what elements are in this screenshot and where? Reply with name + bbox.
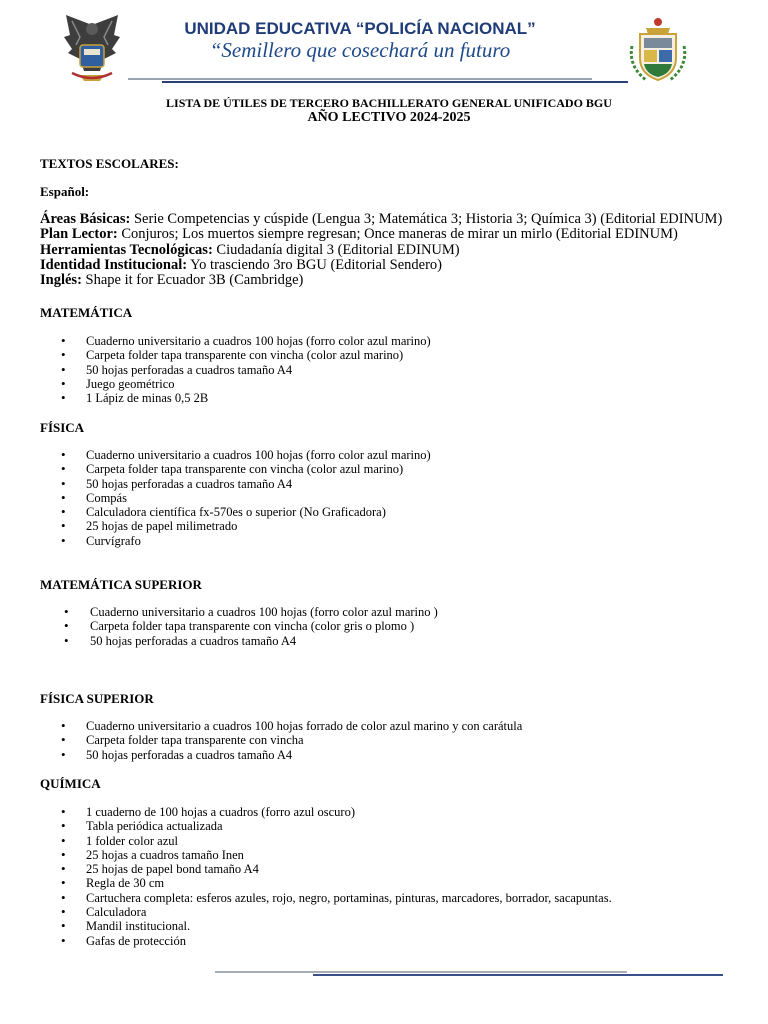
list-item: • Tabla periódica actualizada <box>0 819 612 833</box>
school-year: AÑO LECTIVO 2024-2025 <box>307 110 471 125</box>
footer-divider-gray <box>215 971 627 973</box>
section-heading-quimica: QUÍMICA <box>40 776 101 791</box>
list-item: • 50 hojas perforadas a cuadros tamaño A4 <box>0 634 438 648</box>
entry-text: Yo trasciendo 3ro BGU (Editorial Sendero) <box>187 256 442 273</box>
matematica-superior-list <box>0 605 438 648</box>
entry-text: Conjuros; Los muertos siempre regresan; Once maneras de mirar un mirlo (Editorial EDINUM) <box>117 226 678 243</box>
school-shield-logo <box>626 16 690 86</box>
section-heading-matematica-superior: MATEMÁTICA SUPERIOR <box>40 577 202 592</box>
textbook-entry <box>40 258 722 273</box>
list-item: • Cartuchera completa: esferos azules, rojo, negro, portaminas, pinturas, marcadores, borrador, sacapuntas. <box>0 891 612 905</box>
entry-text: Serie Competencias y cúspide (Lengua 3; Matemática 3; Historia 3; Química 3) (Editorial EDINUM) <box>130 211 723 227</box>
entry-label: Plan Lector: <box>40 226 118 243</box>
entry-text: Ciudadanía digital 3 (Editorial EDINUM) <box>212 241 460 258</box>
list-item: • Cuaderno universitario a cuadros 100 hojas (forro color azul marino) <box>0 448 431 462</box>
list-item: • Curvígrafo <box>0 534 431 548</box>
list-item: • 25 hojas a cuadros tamaño Inen <box>0 848 612 862</box>
textbook-entry <box>40 212 722 227</box>
textbook-entry <box>40 227 722 242</box>
textbook-entry <box>40 273 722 288</box>
section-heading-fisica: FÍSICA <box>40 420 85 435</box>
list-item: • Cuaderno universitario a cuadros 100 hojas (forro color azul marino ) <box>0 605 438 619</box>
list-item: • Calculadora <box>0 905 612 919</box>
list-item: • Juego geométrico <box>0 377 431 391</box>
textbook-entry <box>40 243 722 258</box>
list-item: • Carpeta folder tapa transparente con vincha <box>0 733 522 747</box>
list-item: • Cuaderno universitario a cuadros 100 hojas forrado de color azul marino y con carátula <box>0 719 522 733</box>
entry-text: Shape it for Ecuador 3B (Cambridge) <box>81 272 304 289</box>
list-item: • Carpeta folder tapa transparente con vincha (color azul marino) <box>0 462 431 476</box>
section-heading-fisica-superior: FÍSICA SUPERIOR <box>40 691 154 706</box>
entry-label: Herramientas Tecnológicas: <box>40 241 213 258</box>
list-item: • Mandil institucional. <box>0 919 612 933</box>
eagle-crest-logo <box>60 15 124 83</box>
section-heading-matematica: MATEMÁTICA <box>40 305 133 320</box>
list-item: • 25 hojas de papel bond tamaño A4 <box>0 862 612 876</box>
section-heading-textos: TEXTOS ESCOLARES: <box>40 156 179 171</box>
entry-label: Inglés: <box>40 272 82 289</box>
list-title: LISTA DE ÚTILES DE TERCERO BACHILLERATO GENERAL UNIFICADO BGU <box>166 96 612 110</box>
school-motto: “Semillero que cosechará un futuro <box>209 38 511 62</box>
list-item: • 50 hojas perforadas a cuadros tamaño A4 <box>0 363 431 377</box>
list-item: • 50 hojas perforadas a cuadros tamaño A4 <box>0 748 522 762</box>
list-item: • Gafas de protección <box>0 934 612 948</box>
fisica-superior-list <box>0 719 522 762</box>
list-item: • Carpeta folder tapa transparente con vincha (color gris o plomo ) <box>0 619 438 633</box>
header-divider-gray <box>128 78 592 80</box>
subheading-espanol: Español: <box>40 184 90 199</box>
list-item: • Calculadora científica fx-570es o superior (No Graficadora) <box>0 505 431 519</box>
list-item: • Regla de 30 cm <box>0 876 612 890</box>
list-item: • Cuaderno universitario a cuadros 100 hojas (forro color azul marino) <box>0 334 431 348</box>
list-item: • Carpeta folder tapa transparente con vincha (color azul marino) <box>0 348 431 362</box>
list-item: • Compás <box>0 491 431 505</box>
list-item: • 25 hojas de papel milimetrado <box>0 519 431 533</box>
entry-label: Áreas Básicas: <box>40 211 131 227</box>
header-divider-blue <box>162 81 628 83</box>
list-item: • 1 cuaderno de 100 hojas a cuadros (forro azul oscuro) <box>0 805 612 819</box>
list-item: • 1 folder color azul <box>0 834 612 848</box>
fisica-list <box>0 448 431 548</box>
list-item: • 50 hojas perforadas a cuadros tamaño A4 <box>0 477 431 491</box>
textbook-list <box>40 212 722 288</box>
list-item: • 1 Lápiz de minas 0,5 2B <box>0 391 431 405</box>
quimica-list <box>0 805 612 948</box>
matematica-list <box>0 334 431 405</box>
footer-divider-blue <box>313 974 723 976</box>
entry-label: Identidad Institucional: <box>40 256 188 273</box>
school-name: UNIDAD EDUCATIVA “POLICÍA NACIONAL” <box>184 19 536 38</box>
